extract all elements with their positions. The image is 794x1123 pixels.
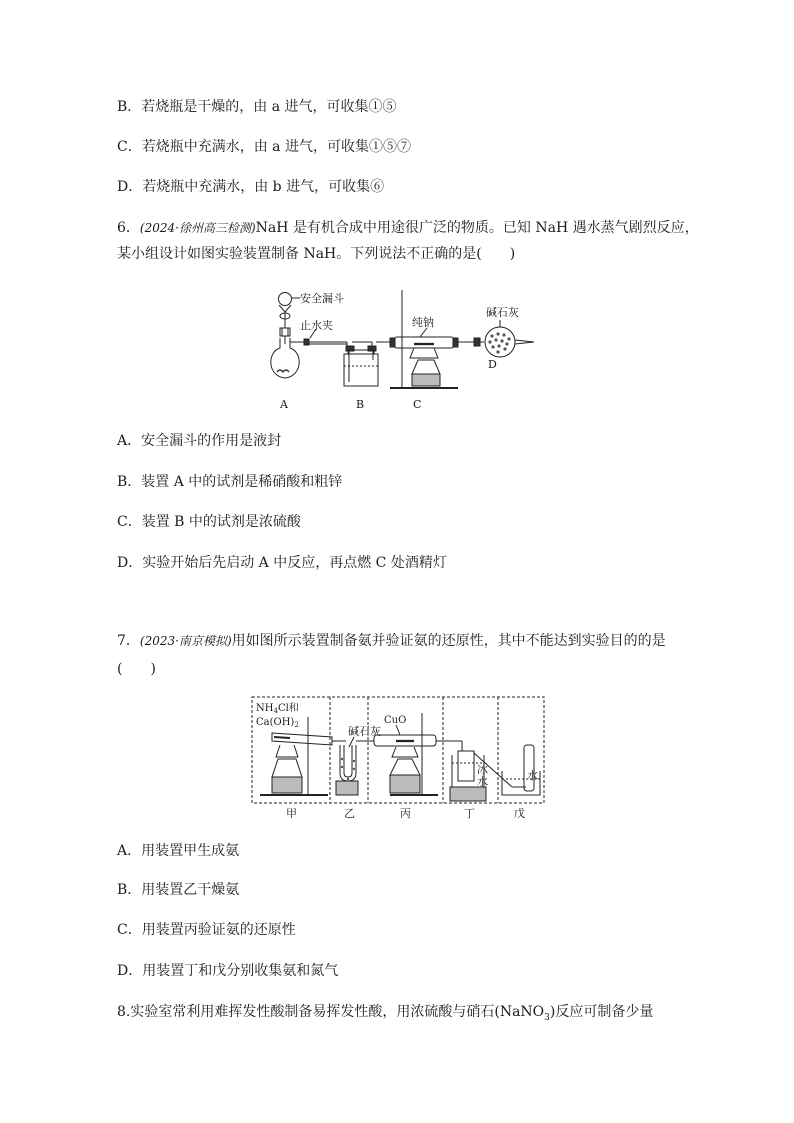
q6-number: 6． [117,220,140,236]
q6-option-a: A．安全漏斗的作用是液封 [117,433,282,449]
q5-option-d: D．若烧瓶中充满水，由 b 进气，可收集⑥ [117,179,385,195]
q7-stem-line1 [117,631,666,651]
q7-option-a: A．用装置甲生成氨 [117,843,240,859]
label-ice: 冰 [477,763,488,776]
label-safety-funnel: 安全漏斗 [300,292,344,305]
label-cuo: CuO [384,715,407,726]
q6-option-d: D．实验开始后先启动 A 中反应，再点燃 C 处酒精灯 [117,555,447,571]
gas-collection-tube-wu [524,745,534,791]
label-water: 水 [527,769,538,782]
q7-option-b: B．用装置乙干燥氨 [117,882,240,898]
q6-option-b: B．装置 A 中的试剂是稀硝酸和粗锌 [117,474,343,490]
q7-option-c: C．用装置丙验证氨的还原性 [117,922,296,938]
q5-option-c: C．若烧瓶中充满水，由 a 进气，可收集①⑤⑦ [117,139,411,155]
label-yi: 乙 [344,807,355,820]
label-c: C [413,398,422,411]
q6-option-c: C．装置 B 中的试剂是浓硫酸 [117,514,301,530]
alcohol-lamp [412,360,440,374]
reaction-tube-c [394,337,454,348]
q7-source: (2023·南京模拟) [139,634,232,648]
q7-stem-text: 用如图所示装置制备氨并验证氨的还原性，其中不能达到实验目的的是 [231,633,666,649]
label-soda-lime: 碱石灰 [486,306,519,319]
label-soda-lime: 碱石灰 [348,725,381,738]
q7-apparatus-figure [250,695,546,823]
q8-stem: 8.实验室常利用难挥发性酸制备易挥发性酸，用浓硫酸与硝石(NaNO$_3$)反应可制备少量 [117,1004,654,1023]
label-ice-water: 水 [477,775,488,788]
label-stop-clamp: 止水夹 [300,319,333,332]
safety-funnel-bulb [279,293,292,306]
label-ding: 丁 [464,807,475,820]
q7-number: 7． [117,633,140,649]
stop-clamp [304,339,309,345]
q7-stem-line2: ( ) [117,661,156,677]
q6-source: (2024·徐州高三检测) [139,221,256,235]
test-tube-jia [272,733,332,745]
q6-stem-text: NaH 是有机合成中用途很广泛的物质。已知 NaH 遇水蒸气剧烈反应， [255,220,699,236]
alcohol-lamp-jia [272,759,302,777]
label-b: B [356,398,365,411]
label-sodium: 纯钠 [412,316,434,329]
label-jia: 甲 [286,807,297,820]
q5-option-b: B．若烧瓶是干燥的，由 a 进气，可收集①⑤ [117,99,397,115]
label-d: D [488,358,497,371]
q7-option-d: D．用装置丁和戊分别收集氨和氮气 [117,963,339,979]
alcohol-lamp-bing [390,759,420,775]
label-bing: 丙 [400,807,411,820]
q6-stem-line2: 某小组设计如图实验装置制备 NaH。下列说法不正确的是( ) [117,246,516,262]
q6-apparatus-figure [262,282,542,414]
collection-tube-ding [458,751,474,781]
label-wu: 戊 [514,807,525,820]
q6-stem-line1 [117,218,699,238]
label-a: A [280,398,288,411]
label-caoh2: $Ca(OH)_2$ [256,717,299,729]
label-nh4cl: $NH_4Cl$和 [256,703,299,715]
